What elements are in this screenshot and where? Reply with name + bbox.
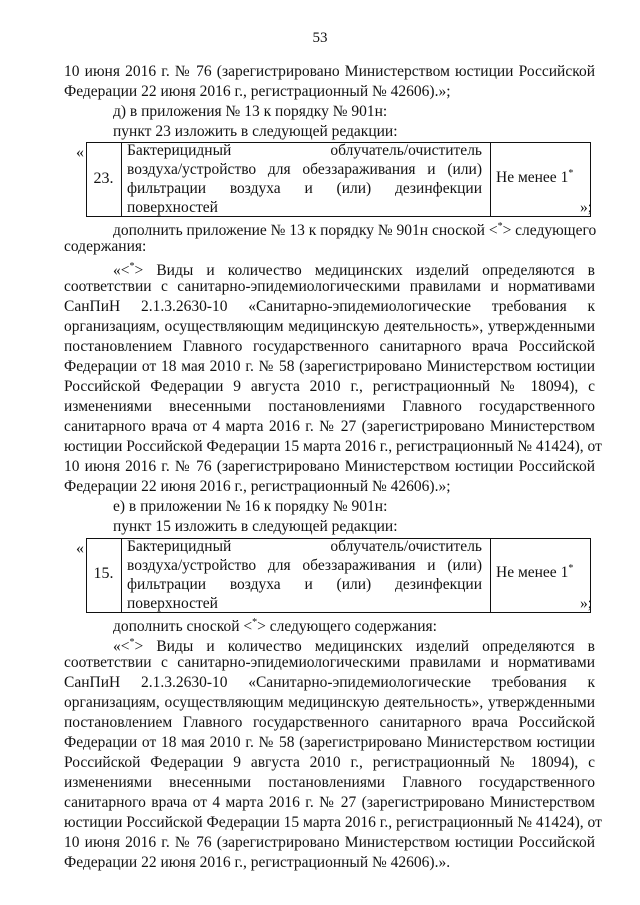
footnote1-line-2: СанПиН 2.1.3.2630-10 «Санитарно-эпидемиологические требования к [64, 298, 595, 315]
table1-open-quote: « [76, 144, 84, 161]
footnote1-intro-asterisk: * [497, 221, 503, 232]
footnote2-line-11: Федерации 22 июня 2016 г., регистрационный № 42606).». [64, 854, 451, 871]
footnote2-line-10: 10 июня 2016 г. № 76 (зарегистрировано Министерством юстиции Российской [64, 834, 595, 851]
table1-norm [496, 168, 573, 187]
table1-norm-value: Не менее 1 [496, 169, 569, 186]
table2-item-number: 15. [93, 565, 114, 582]
footnote1-line-11: Федерации 22 июня 2016 г., регистрационный № 42606).»; [64, 478, 451, 495]
footnote1-intro-line-2: содержания: [64, 238, 147, 255]
footnote1-line-6: Российской Федерации 9 августа 2010 г., регистрационный № 18094), с [64, 378, 595, 395]
footnote2-line-1: соответствии с санитарно-эпидемиологическими правилами и нормативами [64, 654, 595, 671]
table2-close-quote: »; [580, 595, 593, 612]
footnote1-line-7: изменениями внесенными постановлениями Главного государственного [64, 398, 595, 415]
intro-line-1: 10 июня 2016 г. № 76 (зарегистрировано Министерством юстиции Российской [64, 63, 595, 80]
footnote2-line-4: постановлением Главного государственного санитарного врача Российской [64, 714, 595, 731]
footnote1-intro-text: дополнить приложение № 13 к порядку № 901н сноской < [113, 222, 498, 239]
footnote1-line-9: юстиции Российской Федерации 15 марта 2016 г., регистрационный № 41424), от [64, 438, 602, 455]
footnote2-line-6: Российской Федерации 9 августа 2010 г., регистрационный № 18094), с [64, 754, 595, 771]
table2-text-line-4: поверхностей [127, 595, 218, 612]
table1-text-line-2: воздуха/устройство для обеззараживания и (или) [127, 161, 482, 178]
table2-text-line-2: воздуха/устройство для обеззараживания и (или) [127, 557, 482, 574]
footnote1-lead: «< [113, 262, 130, 279]
table2-col-divider-2 [490, 539, 491, 612]
footnote1-line-4: постановлением Главного государственного санитарного врача Российской [64, 338, 595, 355]
table1-close-quote: »; [580, 199, 593, 216]
footnote2-line-5: Федерации от 18 мая 2010 г. № 58 (зарегистрировано Министерством юстиции [64, 734, 595, 751]
footnote2-intro-text: дополнить сноской < [113, 618, 253, 635]
footnote2-line-7: изменениями внесенными постановлениями Главного государственного [64, 774, 595, 791]
footnote1-line-10: 10 июня 2016 г. № 76 (зарегистрировано Министерством юстиции Российской [64, 458, 595, 475]
footnote2-intro-text-after: > следующего содержания: [257, 618, 437, 635]
footnote2-line-3: организациям, осуществляющим медицинскую деятельность», утвержденными [64, 694, 595, 711]
table2-col-divider-1 [121, 539, 122, 612]
item-e-heading: е) в приложении № 16 к порядку № 901н: [113, 498, 388, 515]
table2-norm-value: Не менее 1 [496, 564, 569, 581]
table1-text-line-1: Бактерицидный облучатель/очиститель [127, 142, 482, 159]
table2-open-quote: « [76, 540, 84, 557]
table2-norm-footnote-mark: * [568, 563, 574, 574]
table2-norm [496, 563, 573, 582]
footnote1-line-1: соответствии с санитарно-эпидемиологическими правилами и нормативами [64, 278, 595, 295]
table1-norm-footnote-mark: * [568, 168, 574, 179]
item-d-heading: д) в приложения № 13 к порядку № 901н: [113, 103, 388, 120]
intro-line-2: Федерации 22 июня 2016 г., регистрационный № 42606).»; [64, 83, 451, 100]
table2-text-line-3: фильтрации воздуха и (или) дезинфекции [127, 576, 482, 593]
footnote1-line-3: организациям, осуществляющим медицинскую деятельность», утвержденными [64, 318, 595, 335]
footnote1-intro-line-1 [113, 217, 595, 241]
footnote1-lead-asterisk: * [129, 261, 135, 272]
table1-text-line-3: фильтрации воздуха и (или) дезинфекции [127, 180, 482, 197]
item-e-point-heading: пункт 15 изложить в следующей редакции: [113, 518, 398, 535]
footnote2-line-9: юстиции Российской Федерации 15 марта 2016 г., регистрационный № 41424), от [64, 814, 602, 831]
footnote1-line-8: санитарного врача от 4 марта 2016 г. № 27 (зарегистрировано Министерством [64, 418, 595, 435]
page-number: 53 [312, 30, 328, 46]
footnote2-lead-after: > Виды и количество медицинских изделий определяются в [134, 638, 595, 655]
footnote2-lead: «< [113, 638, 130, 655]
footnote1-intro-text-after: > следующего [502, 222, 597, 239]
footnote2-line-2: СанПиН 2.1.3.2630-10 «Санитарно-эпидемиологические требования к [64, 674, 595, 691]
table1-col-divider-1 [121, 143, 122, 216]
footnote2-intro-asterisk: * [252, 617, 258, 628]
table2-text-line-1: Бактерицидный облучатель/очиститель [127, 538, 482, 555]
item-d-point-heading: пункт 23 изложить в следующей редакции: [113, 123, 398, 140]
footnote2-line-8: санитарного врача от 4 марта 2016 г. № 27 (зарегистрировано Министерством [64, 794, 595, 811]
footnote2-lead-asterisk: * [129, 637, 135, 648]
table1-item-number: 23. [93, 170, 114, 187]
footnote1-lead-after: > Виды и количество медицинских изделий определяются в [134, 262, 595, 279]
table1-text-line-4: поверхностей [127, 199, 218, 216]
footnote1-line-5: Федерации от 18 мая 2010 г. № 58 (зарегистрировано Министерством юстиции [64, 358, 595, 375]
table1-col-divider-2 [490, 143, 491, 216]
